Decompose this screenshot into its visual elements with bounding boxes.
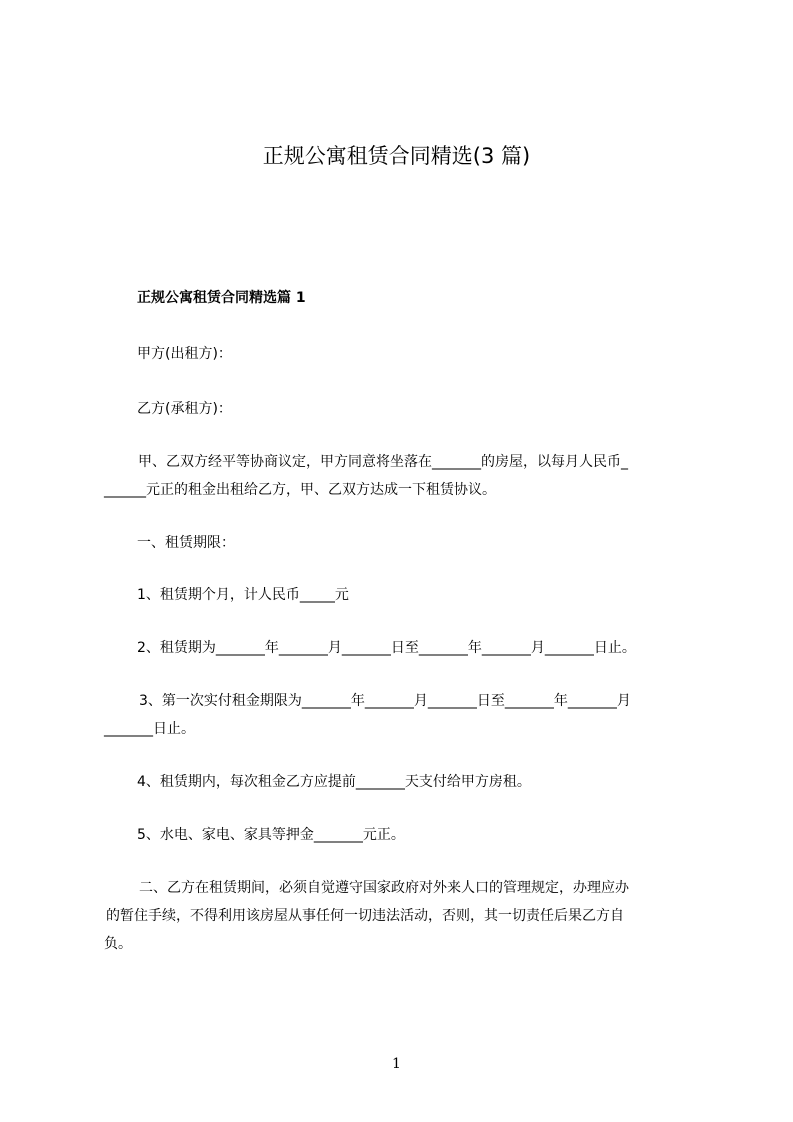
- clause-1-item-3-line-2: _______日止。: [104, 721, 195, 737]
- clause-1-item-4: 4、租赁期内，每次租金乙方应提前_______天支付给甲方房租。: [137, 774, 531, 790]
- party-a-label: 甲方(出租方)：: [137, 346, 232, 362]
- clause-2-line-1: 二、乙方在租赁期间，必须自觉遵守国家政府对外来人口的管理规定，办理应办: [139, 880, 629, 896]
- intro-paragraph-line-1: 甲、乙双方经平等协商议定，甲方同意将坐落在_______的房屋，以每月人民币_: [138, 454, 628, 470]
- clause-1-item-2: 2、租赁期为_______年_______月_______日至_______年_______月_______日止。: [137, 640, 636, 656]
- section-heading: 正规公寓租赁合同精选篇 1: [137, 290, 306, 306]
- party-b-label: 乙方(承租方)：: [137, 401, 232, 417]
- clause-1-item-3-line-1: 3、第一次实付租金期限为_______年_______月_______日至_______年_______月: [139, 693, 631, 709]
- document-title: 正规公寓租赁合同精选(3 篇): [262, 144, 531, 168]
- clause-1-item-5: 5、水电、家电、家具等押金_______元正。: [137, 827, 405, 843]
- page-number: 1: [392, 1056, 401, 1072]
- clause-2-line-2: 的暂住手续，不得利用该房屋从事任何一切违法活动，否则，其一切责任后果乙方自: [106, 908, 624, 924]
- clause-1-heading: 一、租赁期限：: [137, 535, 235, 551]
- clause-1-item-1: 1、租赁期个月，计人民币_____元: [137, 587, 349, 603]
- clause-2-line-3: 负。: [104, 936, 132, 952]
- intro-paragraph-line-2: ______元正的租金出租给乙方，甲、乙双方达成一下租赁协议。: [104, 482, 496, 498]
